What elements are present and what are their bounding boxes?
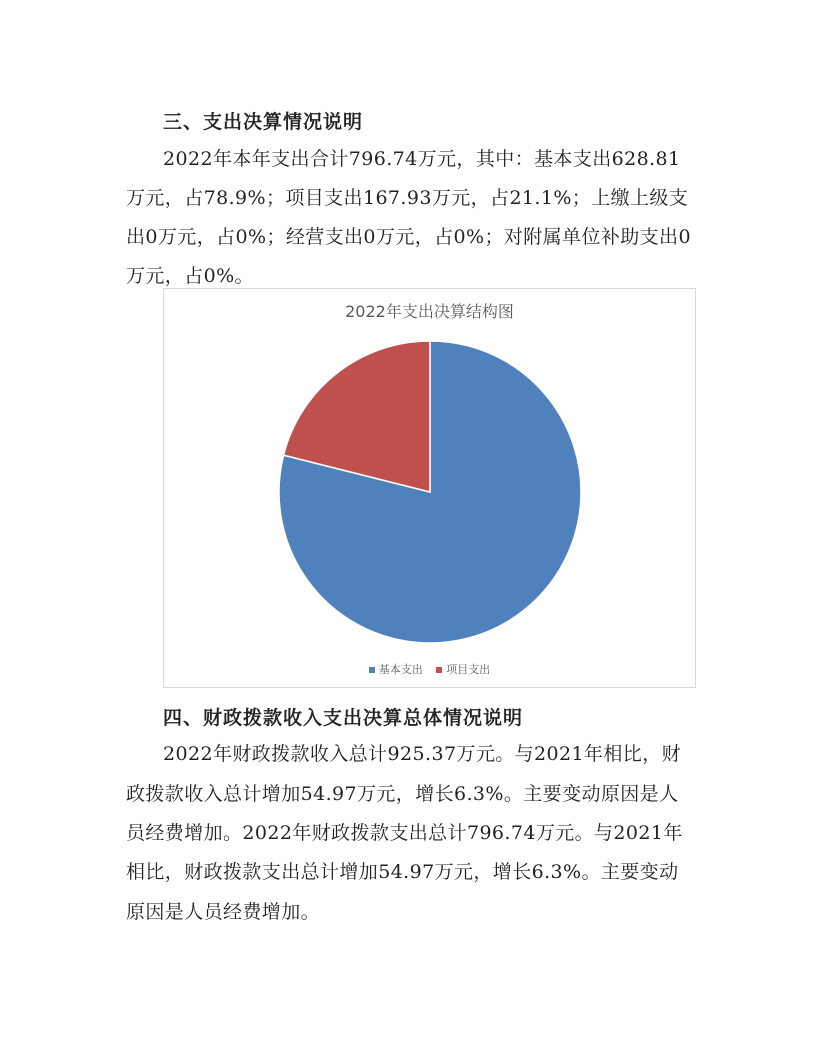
paragraph-line: 2022年本年支出合计796.74万元，其中：基本支出628.81 xyxy=(163,148,681,170)
paragraph-line: 原因是人员经费增加。 xyxy=(126,901,321,923)
legend-item-basic xyxy=(369,661,423,677)
pie-chart-plot xyxy=(164,289,695,649)
legend-label-basic: 基本支出 xyxy=(378,663,423,676)
paragraph-line: 出0万元，占0%；经营支出0万元，占0%；对附属单位补助支出0 xyxy=(126,226,691,248)
paragraph-line: 政拨款收入总计增加54.97万元，增长6.3%。主要变动原因是人 xyxy=(126,783,679,805)
paragraph-line: 万元，占0%。 xyxy=(126,265,254,287)
section-4-heading: 四、财政拨款收入支出决算总体情况说明 xyxy=(163,707,524,729)
chart-legend xyxy=(164,661,695,677)
chart-title: 2022年支出决算结构图 xyxy=(345,302,514,321)
paragraph-line: 相比，财政拨款支出总计增加54.97万元，增长6.3%。主要变动 xyxy=(126,861,679,883)
legend-swatch-project xyxy=(436,667,442,673)
legend-swatch-basic xyxy=(369,667,375,673)
section-3-heading: 三、支出决算情况说明 xyxy=(163,111,364,133)
paragraph-line: 员经费增加。2022年财政拨款支出总计796.74万元。与2021年 xyxy=(126,822,683,844)
pie-chart xyxy=(163,288,696,688)
legend-label-project: 项目支出 xyxy=(446,663,491,676)
legend-item-project xyxy=(436,661,490,677)
paragraph-line: 2022年财政拨款收入总计925.37万元。与2021年相比，财 xyxy=(163,743,681,765)
paragraph-line: 万元，占78.9%；项目支出167.93万元，占21.1%；上缴上级支 xyxy=(126,187,689,209)
